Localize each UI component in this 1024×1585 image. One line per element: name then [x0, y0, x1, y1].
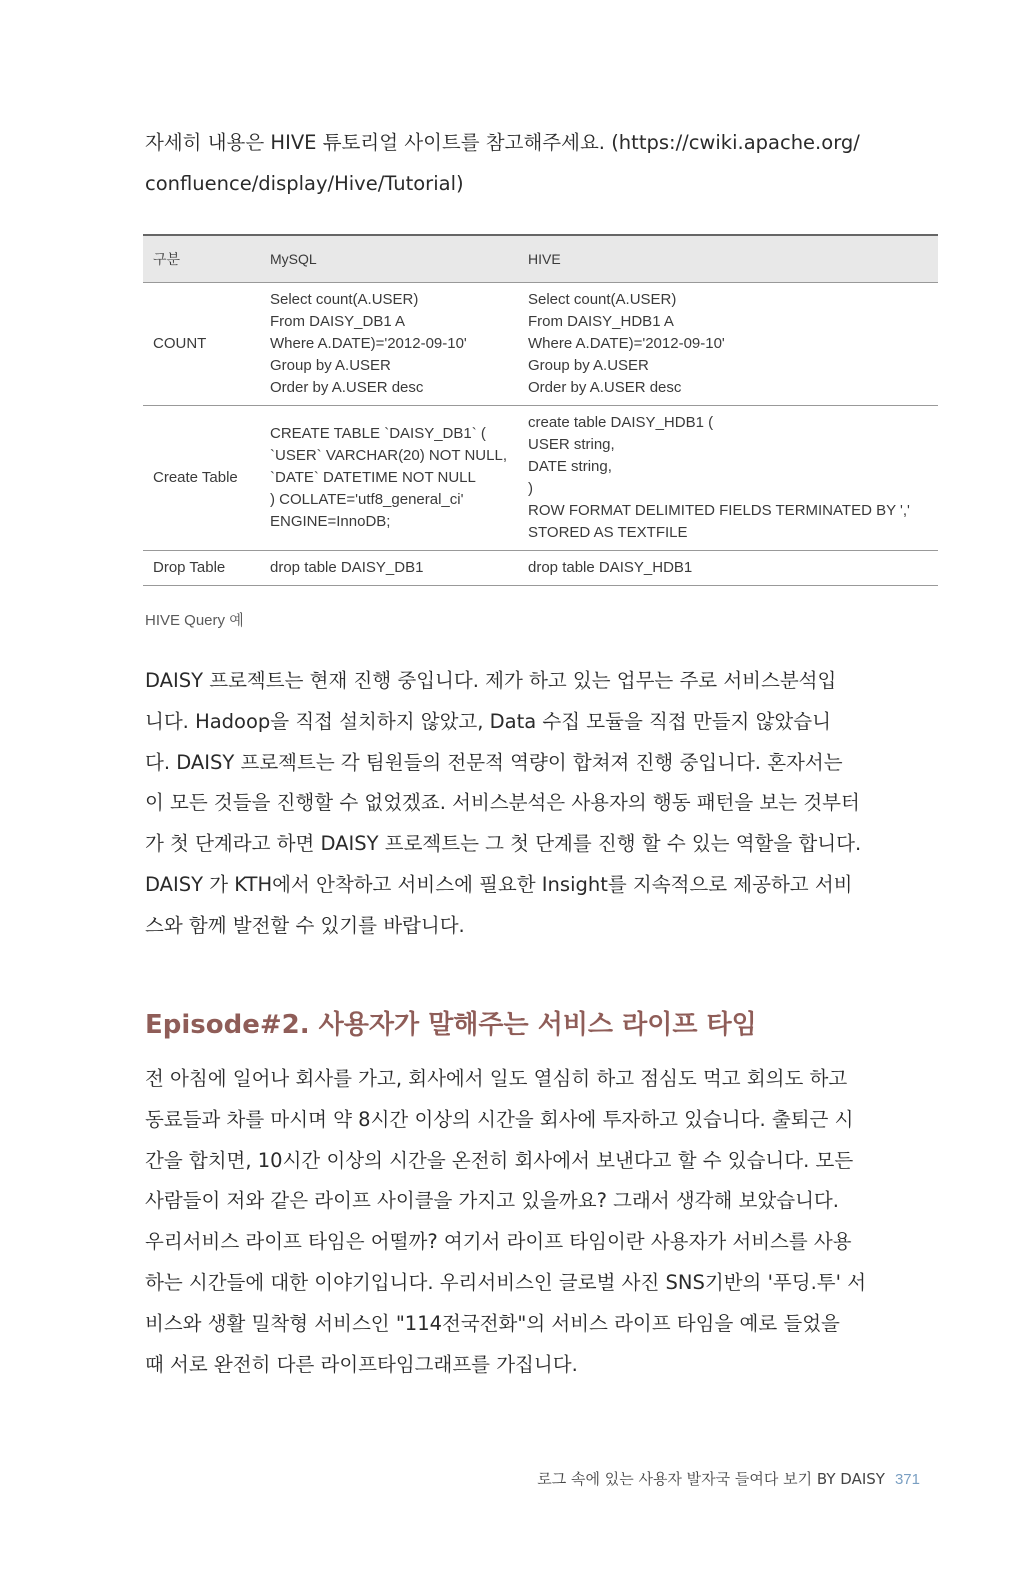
page-footer	[537, 1468, 920, 1489]
mysql-cell	[260, 283, 518, 406]
row-label: COUNT	[143, 283, 260, 406]
code-line: drop table DAISY_DB1	[270, 559, 424, 576]
code-line: DATE string,	[528, 458, 612, 475]
code-line: Select count(A.USER)	[528, 291, 677, 308]
table-row-create	[143, 406, 938, 551]
code-line: ENGINE=InnoDB;	[270, 513, 391, 530]
paragraph-line: 하는 시간들에 대한 이야기입니다. 우리서비스인 글로벌 사진 SNS기반의 '푸딩.투' 서	[145, 1270, 867, 1294]
intro-text	[145, 122, 885, 204]
header-mysql: MySQL	[260, 235, 518, 283]
paragraph-line: 비스와 생활 밀착형 서비스인 "114전국전화"의 서비스 라이프 타임을 예로 들었을	[145, 1311, 840, 1335]
code-line: From DAISY_DB1 A	[270, 313, 406, 330]
table-row-count	[143, 283, 938, 406]
paragraph-line: 전 아침에 일어나 회사를 가고, 회사에서 일도 열심히 하고 점심도 먹고 회의도 하고	[145, 1067, 848, 1090]
table-header-row	[143, 235, 938, 283]
hive-cell	[518, 406, 938, 551]
paragraph-line: 동료들과 차를 마시며 약 8시간 이상의 시간을 회사에 투자하고 있습니다. 출퇴근 시	[145, 1107, 854, 1131]
code-line: Select count(A.USER)	[270, 291, 419, 308]
mysql-cell	[260, 406, 518, 551]
intro-line: confluence/display/Hive/Tutorial)	[145, 172, 464, 195]
comparison-table	[143, 234, 938, 586]
code-line: Group by A.USER	[270, 357, 391, 374]
intro-line: 자세히 내용은 HIVE 튜토리얼 사이트를 참고해주세요. (https://cwiki.apache.org/	[145, 131, 860, 154]
paragraph-line: 때 서로 완전히 다른 라이프타임그래프를 가집니다.	[145, 1352, 578, 1376]
header-category: 구분	[143, 235, 260, 283]
code-line: `DATE` DATETIME NOT NULL	[270, 469, 476, 486]
page-number: 371	[894, 1471, 920, 1488]
code-line: `USER` VARCHAR(20) NOT NULL,	[270, 447, 507, 464]
code-line: Order by A.USER desc	[270, 379, 424, 396]
table-caption: HIVE Query 예	[145, 612, 244, 629]
section-heading: Episode#2. 사용자가 말해주는 서비스 라이프 타임	[145, 1010, 757, 1040]
row-label: Drop Table	[143, 551, 260, 586]
hive-cell	[518, 551, 938, 586]
paragraph-line: 우리서비스 라이프 타임은 어떨까? 여기서 라이프 타임이란 사용자가 서비스를 사용	[145, 1230, 852, 1254]
table-row-drop	[143, 551, 938, 586]
code-line: )	[528, 480, 533, 497]
code-line: ) COLLATE='utf8_general_ci'	[270, 491, 464, 508]
row-label: Create Table	[143, 406, 260, 551]
hive-cell	[518, 283, 938, 406]
code-line: Where A.DATE)='2012-09-10'	[270, 335, 467, 352]
header-hive: HIVE	[518, 235, 938, 283]
paragraph-daisy	[145, 661, 885, 947]
code-line: create table DAISY_HDB1 (	[528, 414, 714, 431]
paragraph-line: 간을 합치면, 10시간 이상의 시간을 온전히 회사에서 보낸다고 할 수 있습니다. 모든	[145, 1148, 854, 1172]
paragraph-line: 가 첫 단계라고 하면 DAISY 프로젝트는 그 첫 단계를 진행 할 수 있는 역할을 합니다.	[145, 832, 862, 856]
paragraph-line: DAISY 가 KTH에서 안착하고 서비스에 필요한 Insight를 지속적으로 제공하고 서비	[145, 872, 853, 896]
code-line: ROW FORMAT DELIMITED FIELDS TERMINATED BY ','	[528, 502, 910, 519]
code-line: From DAISY_HDB1 A	[528, 313, 674, 330]
paragraph-line: 이 모든 것들을 진행할 수 없었겠죠. 서비스분석은 사용자의 행동 패턴을 보는 것부터	[145, 791, 860, 815]
code-line: Where A.DATE)='2012-09-10'	[528, 335, 725, 352]
code-line: Order by A.USER desc	[528, 379, 682, 396]
paragraph-line: 사람들이 저와 같은 라이프 사이클을 가지고 있을까요? 그래서 생각해 보았습니다.	[145, 1189, 839, 1213]
code-line: CREATE TABLE `DAISY_DB1` (	[270, 425, 486, 442]
paragraph-line: 다. DAISY 프로젝트는 각 팀원들의 전문적 역량이 합쳐져 진행 중입니다. 혼자서는	[145, 750, 843, 774]
code-line: drop table DAISY_HDB1	[528, 559, 693, 576]
paragraph-line: DAISY 프로젝트는 현재 진행 중입니다. 제가 하고 있는 업무는 주로 서비스분석입	[145, 669, 837, 692]
comparison-table-wrapper	[143, 234, 938, 586]
running-title: 로그 속에 있는 사용자 발자국 들여다 보기 BY DAISY	[537, 1470, 885, 1488]
paragraph-line: 스와 함께 발전할 수 있기를 바랍니다.	[145, 913, 465, 937]
paragraph-line: 니다. Hadoop을 직접 설치하지 않았고, Data 수집 모듈을 직접 만들지 않았습니	[145, 709, 831, 733]
code-line: Group by A.USER	[528, 357, 649, 374]
paragraph-lifetime	[145, 1059, 885, 1385]
code-line: STORED AS TEXTFILE	[528, 524, 688, 541]
mysql-cell	[260, 551, 518, 586]
code-line: USER string,	[528, 436, 615, 453]
